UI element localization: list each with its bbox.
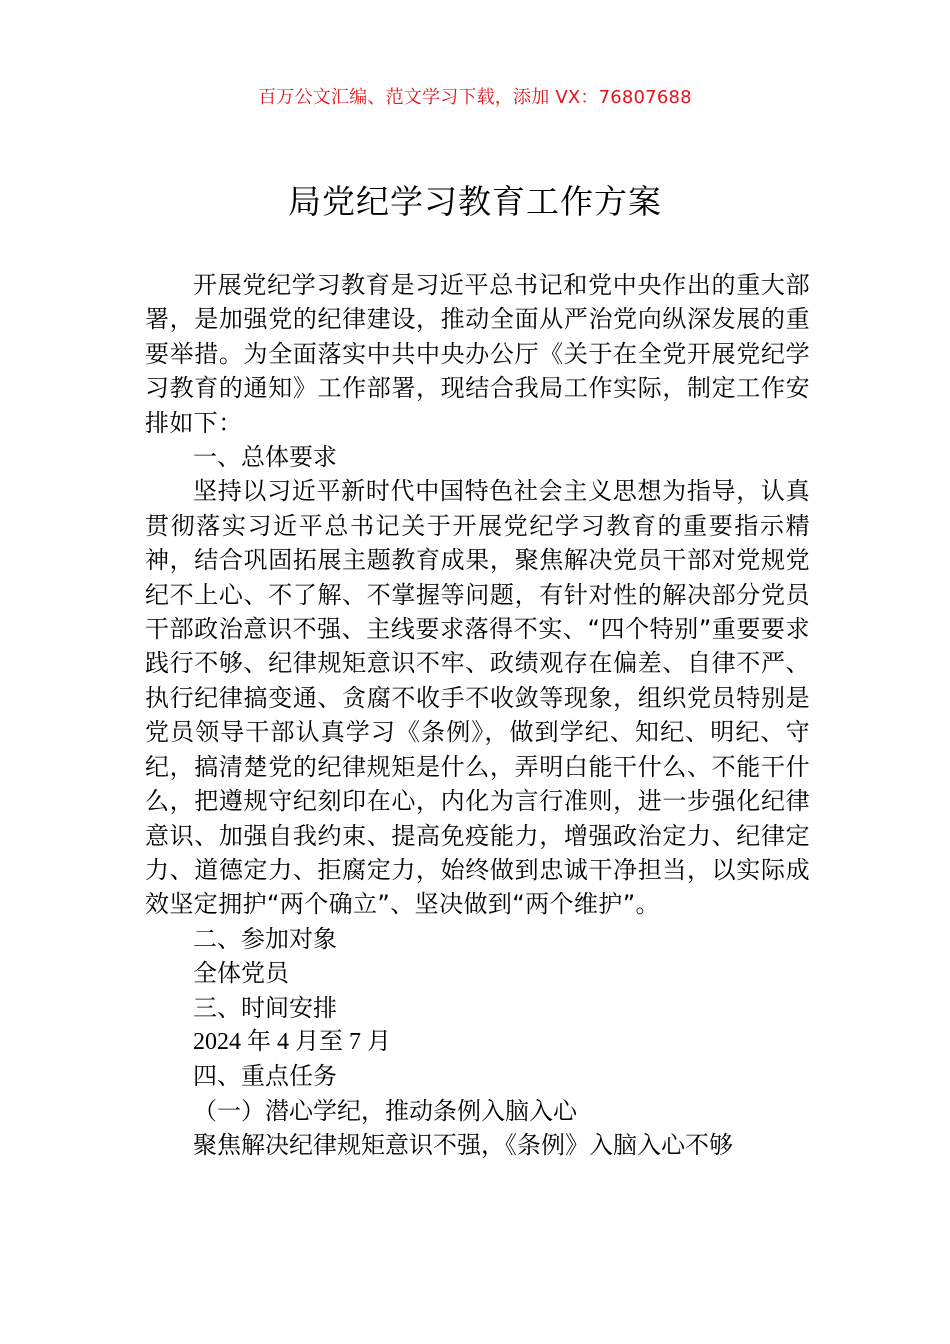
watermark-text: 百万公文汇编、范文学习下载，添加 VX：76807688 bbox=[258, 87, 692, 108]
general-requirements-paragraph: 坚持以习近平新时代中国特色社会主义思想为指导，认真贯彻落实习近平总书记关于开展党纪学习教育的重要指示精神，结合巩固拓展主题教育成果，聚焦解决党员干部对党规党纪不上心、不了解、不掌握等问题，有针对性的解决部分党员干部政治意识不强、主线要求落得不实、“四个特别”重要要求践行不够、纪律规矩意识不牢、政绩观存在偏差、自律不严、执行纪律搞变通、贪腐不收手不收敛等现象，组织党员特别是党员领导干部认真学习《条例》，做到学纪、知纪、明纪、守纪，搞清楚党的纪律规矩是什么，弄明白能干什么、不能干什么，把遵规守纪刻印在心，内化为言行准则，进一步强化纪律意识、加强自我约束、提高免疫能力，增强政治定力、纪律定力、道德定力、拒腐定力，始终做到忠诚干净担当，以实际成效坚定拥护“两个确立”、坚决做到“两个维护”。 bbox=[145, 477, 810, 919]
section-heading-schedule: 三、时间安排 bbox=[193, 993, 337, 1022]
schedule-text: 2024 年 4 月至 7 月 bbox=[193, 1028, 391, 1055]
document-body bbox=[145, 268, 810, 1163]
document-title: 局党纪学习教育工作方案 bbox=[288, 182, 662, 221]
intro-paragraph: 开展党纪学习教育是习近平总书记和党中央作出的重大部署，是加强党的纪律建设，推动全面从严治党向纵深发展的重要举措。为全面落实中共中央办公厅《关于在全党开展党纪学习教育的通知》工作部署，现结合我局工作实际，制定工作安排如下： bbox=[145, 271, 810, 437]
subsection-heading-study-discipline: （一）潜心学纪，推动条例入脑入心 bbox=[193, 1096, 577, 1125]
section-heading-participants: 二、参加对象 bbox=[193, 924, 337, 953]
participants-text: 全体党员 bbox=[193, 959, 289, 988]
section-heading-key-tasks: 四、重点任务 bbox=[193, 1062, 337, 1091]
section-heading-general-requirements: 一、总体要求 bbox=[193, 443, 337, 472]
study-discipline-paragraph: 聚焦解决纪律规矩意识不强，《条例》入脑入心不够 bbox=[193, 1131, 733, 1160]
